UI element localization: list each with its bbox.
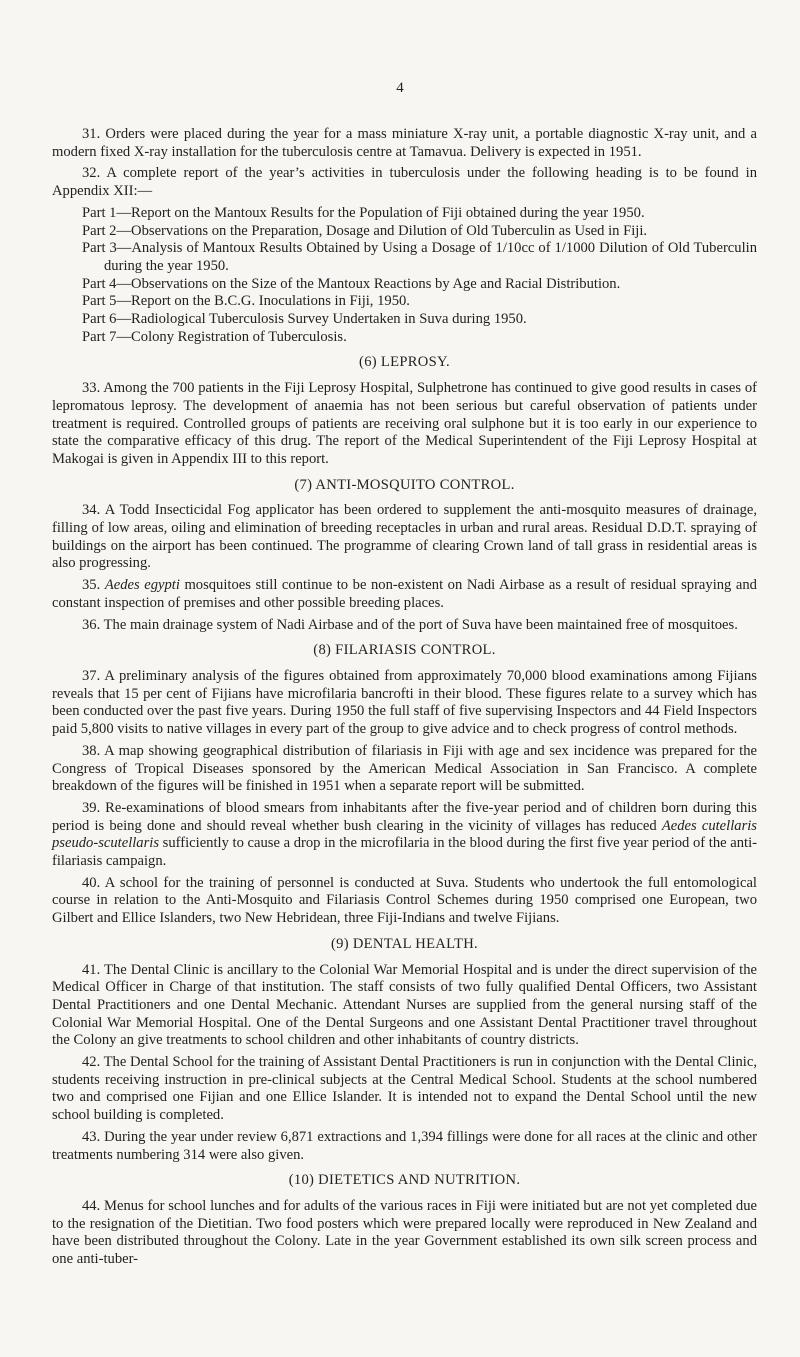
paragraph-40: 40. A school for the training of personnel is conducted at Suva. Students who undertook the full entomological course in relation to the Anti-Mosquito and Filariasis Control Schemes during 1950 comprised one European, two Gilbert and Ellice Islanders, two New Hebridean, three Fiji-Indians and twelve Fijians. (52, 874, 757, 927)
paragraph-35 (52, 577, 757, 612)
paragraph-35-number: 35. (82, 577, 101, 594)
species-name: Aedes egypti (104, 577, 180, 594)
paragraph-36: 36. The main drainage system of Nadi Airbase and of the port of Suva have been maintained free of mosquitoes. (82, 616, 738, 633)
section-heading-leprosy: (6) LEPROSY. (359, 354, 450, 371)
section-heading-filariasis: (8) FILARIASIS CONTROL. (313, 642, 496, 659)
species-name: Aedes cutellaris pseudo-scutellaris (52, 817, 757, 852)
part-item: Part 3—Analysis of Mantoux Results Obtained by Using a Dosage of 1/10cc of 1/1000 Dilution of Old Tuberculin during the year 1950. (82, 240, 757, 274)
paragraph-39 (52, 800, 757, 871)
paragraph-33: 33. Among the 700 patients in the Fiji Leprosy Hospital, Sulphetrone has continued to give good results in cases of lepromatous leprosy. The development of anaemia has not been serious but careful observation of patients under treatment is required. Controlled groups of patients are receiving oral sulphone but it is too early in our experience to state the comparative efficacy of this drug. The report of the Medical Superintendent of the Fiji Leprosy Hospital at Makogai is given in Appendix III to this report. (52, 380, 757, 467)
paragraph-39-text-a: 39. Re-examinations of blood smears from inhabitants after the five-year period and of children born during this period is being done and should reveal whether bush clearing in the vicinity of villages has reduced (52, 799, 757, 834)
paragraph-39-text-b: sufficiently to cause a drop in the microfilaria in the blood during the first five year period of the anti-filariasis campaign. (52, 835, 757, 870)
part-item: Part 5—Report on the B.C.G. Inoculations in Fiji, 1950. (82, 293, 410, 310)
paragraph-42: 42. The Dental School for the training of Assistant Dental Practitioners is run in conjunction with the Dental Clinic, students receiving instruction in pre-clinical subjects at the Central Medical School. Students at the school numbered two and comprised one Fijian and one Ellice Islander. It is intended not to expand the Dental School until the new school building is completed. (52, 1054, 757, 1124)
paragraph-31: 31. Orders were placed during the year for a mass miniature X-ray unit, a portable diagnostic X-ray unit, and a modern fixed X-ray installation for the tuberculosis centre at Tamavua. Delivery is expected in 1951. (52, 126, 757, 160)
paragraph-43: 43. During the year under review 6,871 extractions and 1,394 fillings were done for all races at the clinic and other treatments numbering 314 were also given. (52, 1128, 757, 1163)
part-item: Part 6—Radiological Tuberculosis Survey Undertaken in Suva during 1950. (82, 311, 527, 328)
paragraph-32: 32. A complete report of the year’s activities in tuberculosis under the following heading is to be found in Appendix XII:— (52, 165, 757, 200)
appendix-parts-list (52, 205, 757, 347)
body-text (52, 126, 757, 1273)
paragraph-34: 34. A Todd Insecticidal Fog applicator has been ordered to supplement the anti-mosquito measures of drainage, filling of low areas, oiling and elimination of breeding receptacles in urban and rural areas. Residual D.D.T. spraying of buildings on the airport has been continued. The programme of clearing Crown land of tall grass in residential areas is also progressing. (52, 502, 757, 572)
part-item: Part 1—Report on the Mantoux Results for the Population of Fiji obtained during the year 1950. (82, 204, 645, 221)
paragraph-37: 37. A preliminary analysis of the figures obtained from approximately 70,000 blood examinations among Fijians reveals that 15 per cent of Fijians have microfilaria bancrofti in their blood. These figures relate to a survey which has been conducted over the past five years. During 1950 the full staff of five supervising Inspectors and 44 Field Inspectors paid 5,800 visits to native villages in every part of the group to give advice and to check progress of control methods. (52, 667, 757, 738)
paragraph-38: 38. A map showing geographical distribution of filariasis in Fiji with age and sex incidence was prepared for the Congress of Tropical Diseases sponsored by the American Medical Association in San Francisco. A complete breakdown of the figures will be finished in 1951 when a separate report will be submitted. (52, 742, 757, 795)
part-item: Part 2—Observations on the Preparation, Dosage and Dilution of Old Tuberculin as Used in Fiji. (82, 222, 648, 239)
paragraph-44: 44. Menus for school lunches and for adults of the various races in Fiji were initiated but are not yet completed due to the resignation of the Dietitian. Two food posters which were prepared locally were reproduced in New Zealand and have been distributed throughout the Colony. Late in the year Government established its own silk screen process and one anti-tuber- (52, 1197, 757, 1268)
section-heading-dietetics: (10) DIETETICS AND NUTRITION. (288, 1172, 521, 1189)
page-number: 4 (396, 80, 404, 96)
section-heading-dental-health: (9) DENTAL HEALTH. (330, 935, 479, 952)
part-item: Part 4—Observations on the Size of the Mantoux Reactions by Age and Racial Distribution. (82, 275, 621, 292)
part-item: Part 7—Colony Registration of Tuberculosis. (82, 328, 347, 345)
paragraph-35-text: mosquitoes still continue to be non-existent on Nadi Airbase as a result of residual spraying and constant inspection of premises and other possible breeding places. (52, 577, 757, 611)
section-heading-anti-mosquito: (7) ANTI-MOSQUITO CONTROL. (294, 476, 515, 493)
paragraph-41: 41. The Dental Clinic is ancillary to the Colonial War Memorial Hospital and is under the direct supervision of the Medical Officer in Charge of that institution. The staff consists of two fully qualified Dental Officers, two Assistant Dental Practitioners and one Dental Mechanic. Attendant Nurses are supplied from the general nursing staff of the Colonial War Memorial Hospital. One of the Dental Surgeons and one Assistant Dental Practitioner travel throughout the Colony an give treatments to school children and other inhabitants of country districts. (52, 961, 757, 1049)
